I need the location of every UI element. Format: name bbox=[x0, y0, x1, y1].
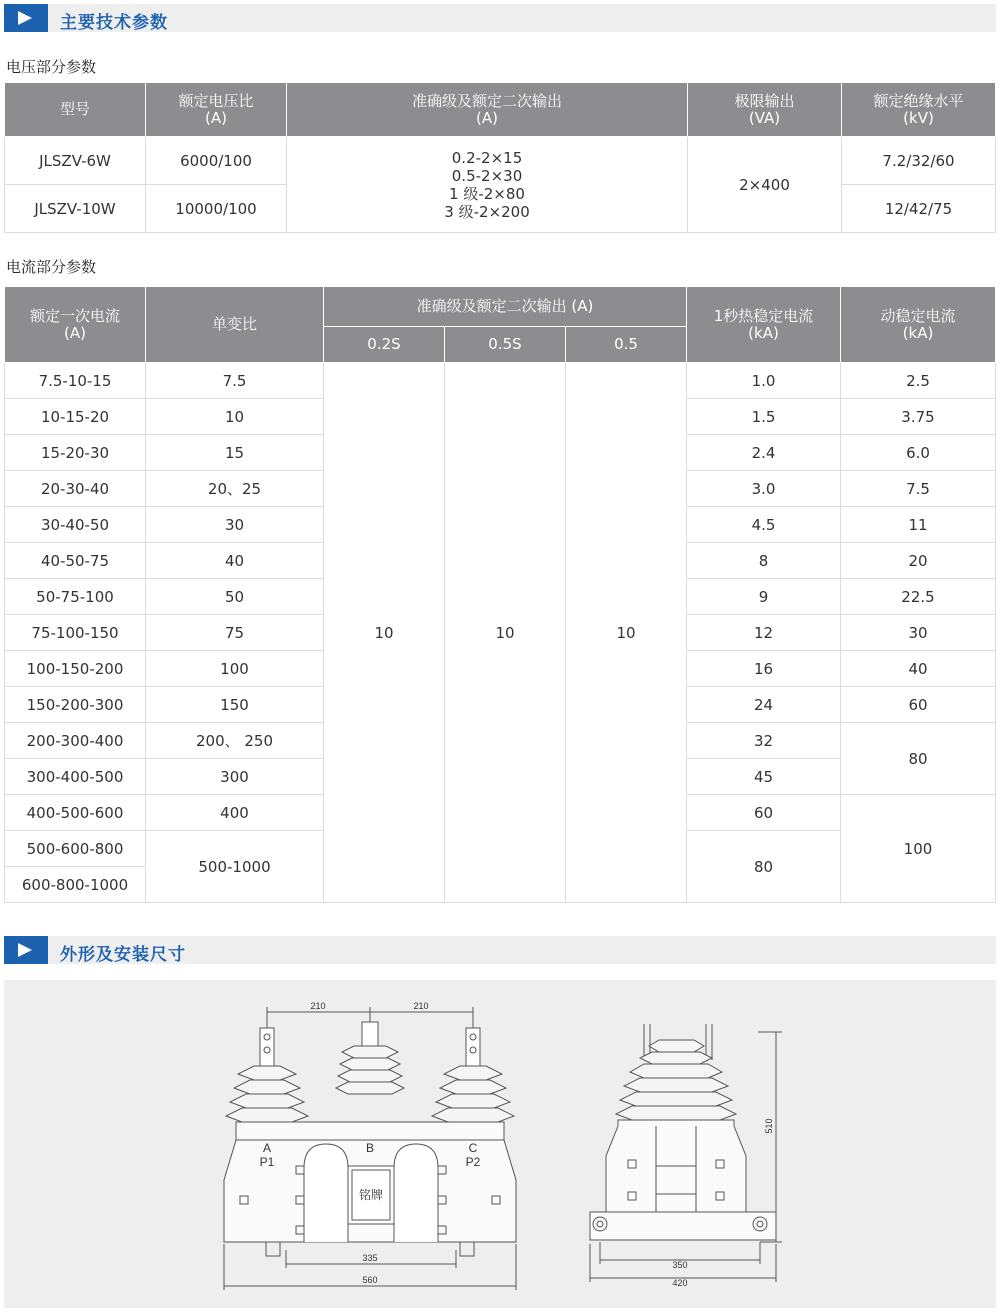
table-row bbox=[5, 363, 996, 399]
ratio-cell: 15 bbox=[146, 435, 324, 471]
header-limit-output: 极限输出 (VA) bbox=[688, 83, 842, 137]
thermal-cell: 60 bbox=[687, 795, 841, 831]
header-insulation: 额定绝缘水平 (kV) bbox=[842, 83, 996, 137]
header-voltage-ratio: 额定电压比 (A) bbox=[146, 83, 287, 137]
thermal-cell: 1.5 bbox=[687, 399, 841, 435]
primary-cell: 7.5-10-15 bbox=[5, 363, 146, 399]
header-0-5s: 0.5S bbox=[445, 327, 566, 363]
dynamic-cell: 6.0 bbox=[841, 435, 996, 471]
ratio-cell: 10 bbox=[146, 399, 324, 435]
ratio-cell: 100 bbox=[146, 651, 324, 687]
thermal-cell: 8 bbox=[687, 543, 841, 579]
dynamic-cell: 100 bbox=[841, 795, 996, 903]
ratio-cell: 40 bbox=[146, 543, 324, 579]
thermal-cell: 24 bbox=[687, 687, 841, 723]
ratio-cell: 7.5 bbox=[146, 363, 324, 399]
dynamic-cell: 30 bbox=[841, 615, 996, 651]
header-single-ratio: 单变比 bbox=[146, 287, 324, 363]
thermal-cell: 12 bbox=[687, 615, 841, 651]
table-row bbox=[5, 137, 996, 185]
thermal-cell: 1.0 bbox=[687, 363, 841, 399]
dynamic-cell: 20 bbox=[841, 543, 996, 579]
thermal-cell: 4.5 bbox=[687, 507, 841, 543]
dynamic-cell: 2.5 bbox=[841, 363, 996, 399]
dynamic-cell: 11 bbox=[841, 507, 996, 543]
terminal-c-label: C bbox=[468, 1141, 478, 1155]
thermal-cell: 16 bbox=[687, 651, 841, 687]
section-header-main-params bbox=[4, 4, 996, 32]
ratio-cell: 50 bbox=[146, 579, 324, 615]
thermal-cell: 3.0 bbox=[687, 471, 841, 507]
dimension-drawing-panel bbox=[4, 980, 996, 1308]
ratio-cell: 20、25 bbox=[146, 471, 324, 507]
accuracy-0-5-cell: 10 bbox=[566, 363, 687, 903]
side-dim-inner-text: 350 bbox=[672, 1260, 688, 1270]
header-thermal: 1秒热稳定电流 (kA) bbox=[687, 287, 841, 363]
accuracy-0-5s-cell: 10 bbox=[445, 363, 566, 903]
thermal-cell: 2.4 bbox=[687, 435, 841, 471]
section-title: 主要技术参数 bbox=[60, 13, 168, 33]
voltage-table bbox=[4, 82, 996, 233]
dynamic-cell: 40 bbox=[841, 651, 996, 687]
dynamic-cell: 60 bbox=[841, 687, 996, 723]
ratio-cell: 10000/100 bbox=[146, 185, 287, 233]
dynamic-cell: 7.5 bbox=[841, 471, 996, 507]
terminal-a-label: A bbox=[262, 1141, 272, 1155]
header-accuracy: 准确级及额定二次输出 (A) bbox=[324, 287, 687, 327]
play-arrow-icon bbox=[4, 4, 48, 32]
dimension-drawing bbox=[4, 980, 996, 1308]
accuracy-cell: 0.2-2×15 0.5-2×30 1 级-2×80 3 级-2×200 bbox=[287, 137, 688, 233]
thermal-cell: 32 bbox=[687, 723, 841, 759]
ratio-cell: 200、 250 bbox=[146, 723, 324, 759]
current-table bbox=[4, 286, 996, 903]
dim-right-text: 210 bbox=[413, 1001, 429, 1011]
dim-left-text: 210 bbox=[310, 1001, 326, 1011]
terminal-p1-label: P1 bbox=[259, 1155, 275, 1169]
nameplate-label: 铭牌 bbox=[358, 1188, 384, 1202]
primary-cell: 15-20-30 bbox=[5, 435, 146, 471]
side-dim-height-text: 510 bbox=[764, 1118, 774, 1134]
insulation-cell: 7.2/32/60 bbox=[842, 137, 996, 185]
primary-cell: 75-100-150 bbox=[5, 615, 146, 651]
current-subtitle: 电流部分参数 bbox=[6, 258, 97, 276]
primary-cell: 400-500-600 bbox=[5, 795, 146, 831]
dim-outer-text: 560 bbox=[362, 1275, 378, 1285]
ratio-cell: 6000/100 bbox=[146, 137, 287, 185]
dynamic-cell: 3.75 bbox=[841, 399, 996, 435]
primary-cell: 300-400-500 bbox=[5, 759, 146, 795]
ratio-cell: 300 bbox=[146, 759, 324, 795]
primary-cell: 40-50-75 bbox=[5, 543, 146, 579]
limit-output-cell: 2×400 bbox=[688, 137, 842, 233]
primary-cell: 30-40-50 bbox=[5, 507, 146, 543]
primary-cell: 100-150-200 bbox=[5, 651, 146, 687]
header-primary-current: 额定一次电流 (A) bbox=[5, 287, 146, 363]
ratio-cell: 75 bbox=[146, 615, 324, 651]
ratio-cell: 500-1000 bbox=[146, 831, 324, 903]
ratio-cell: 400 bbox=[146, 795, 324, 831]
header-accuracy: 准确级及额定二次输出 (A) bbox=[287, 83, 688, 137]
section-header-dimensions bbox=[4, 936, 996, 964]
primary-cell: 200-300-400 bbox=[5, 723, 146, 759]
dim-inner-text: 335 bbox=[362, 1253, 378, 1263]
thermal-cell: 80 bbox=[687, 831, 841, 903]
side-dim-outer-text: 420 bbox=[672, 1278, 688, 1288]
accuracy-0-2s-cell: 10 bbox=[324, 363, 445, 903]
voltage-subtitle: 电压部分参数 bbox=[6, 58, 97, 76]
voltage-header-row bbox=[5, 83, 996, 137]
header-0-2s: 0.2S bbox=[324, 327, 445, 363]
primary-cell: 10-15-20 bbox=[5, 399, 146, 435]
section-title: 外形及安装尺寸 bbox=[60, 945, 186, 965]
dynamic-cell: 80 bbox=[841, 723, 996, 795]
ratio-cell: 150 bbox=[146, 687, 324, 723]
ratio-cell: 30 bbox=[146, 507, 324, 543]
header-0-5: 0.5 bbox=[566, 327, 687, 363]
thermal-cell: 45 bbox=[687, 759, 841, 795]
header-dynamic: 动稳定电流 (kA) bbox=[841, 287, 996, 363]
model-cell: JLSZV-6W bbox=[5, 137, 146, 185]
dynamic-cell: 22.5 bbox=[841, 579, 996, 615]
primary-cell: 600-800-1000 bbox=[5, 867, 146, 903]
primary-cell: 500-600-800 bbox=[5, 831, 146, 867]
primary-cell: 50-75-100 bbox=[5, 579, 146, 615]
insulation-cell: 12/42/75 bbox=[842, 185, 996, 233]
model-cell: JLSZV-10W bbox=[5, 185, 146, 233]
thermal-cell: 9 bbox=[687, 579, 841, 615]
header-model: 型号 bbox=[5, 83, 146, 137]
current-header-row bbox=[5, 287, 996, 327]
primary-cell: 20-30-40 bbox=[5, 471, 146, 507]
primary-cell: 150-200-300 bbox=[5, 687, 146, 723]
terminal-b-label: B bbox=[365, 1141, 375, 1155]
play-arrow-icon bbox=[4, 936, 48, 964]
terminal-p2-label: P2 bbox=[465, 1155, 481, 1169]
